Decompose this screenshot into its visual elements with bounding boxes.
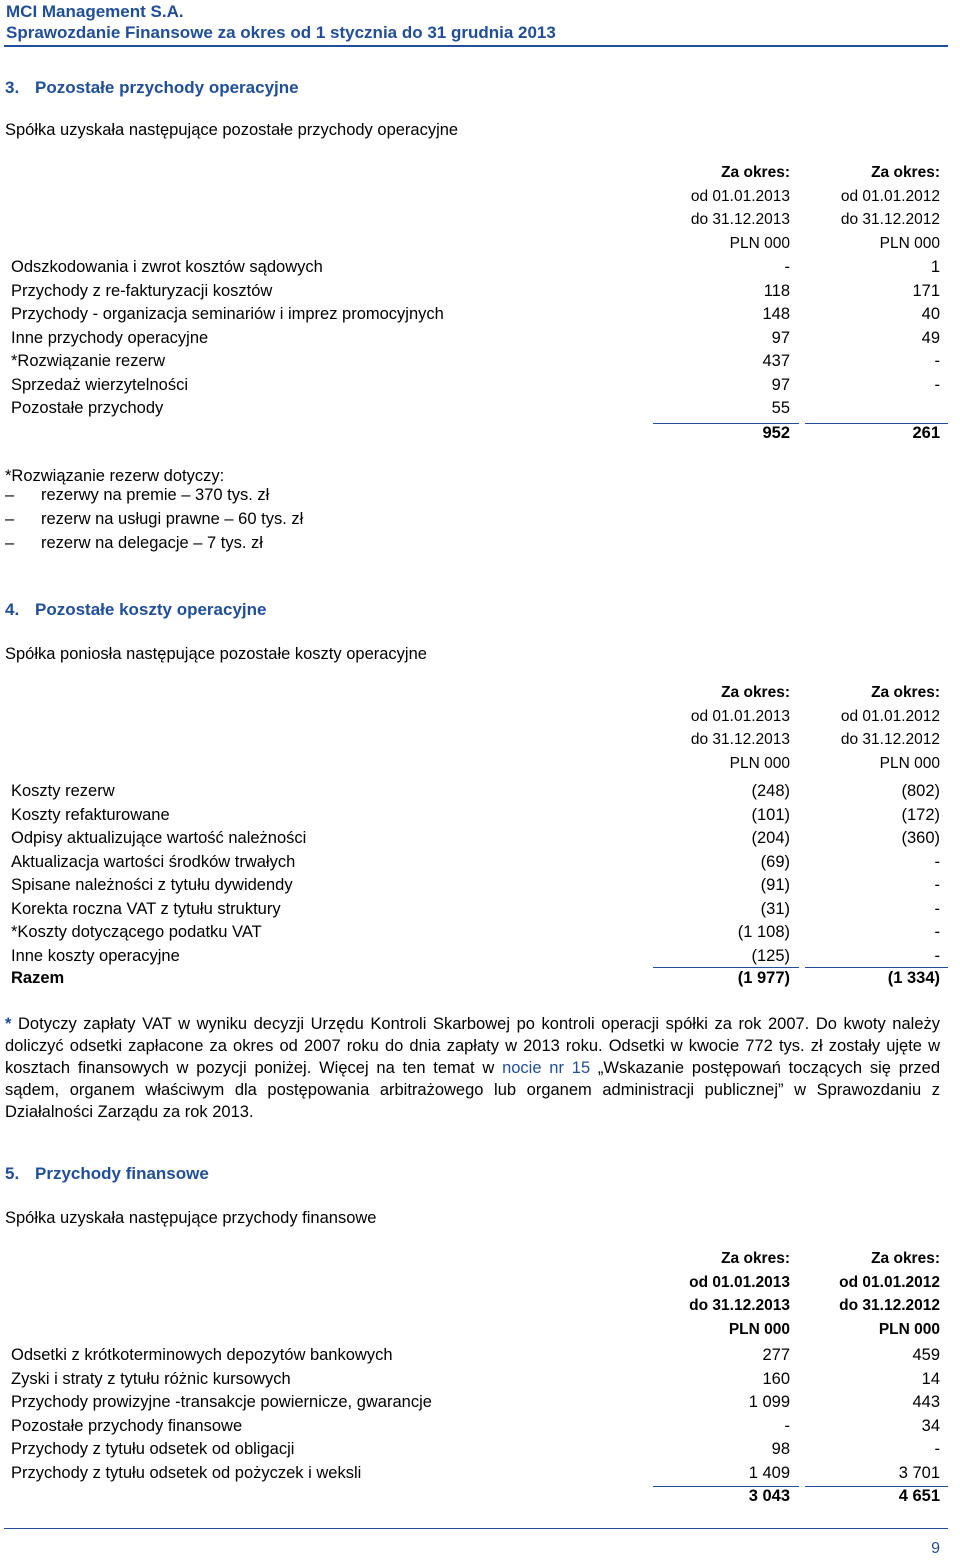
table-row: [0, 900, 960, 922]
note-item-text: rezerw na usługi prawne – 60 tys. zł: [41, 510, 304, 528]
row-label: Inne przychody operacyjne: [11, 328, 209, 347]
row-label: Korekta roczna VAT z tytułu struktury: [11, 899, 281, 918]
col-header-to-2013: do 31.12.2013: [690, 731, 790, 748]
value-2012: -: [934, 876, 940, 894]
section-3-note: [5, 467, 303, 558]
total-2013: 952: [762, 424, 790, 442]
value-2013: 55: [771, 399, 790, 417]
table-header-row: [0, 731, 960, 753]
col-header-from-2013: od 01.01.2013: [690, 708, 790, 725]
value-2013: 118: [763, 281, 790, 300]
footer-divider: [4, 1528, 948, 1529]
table-header-row: [0, 188, 960, 210]
row-label: *Rozwiązanie rezerw: [11, 352, 166, 370]
footnote-text-cont: „Wskazanie postępowań toczących się przed sądem, organem właściwym dla postępowania arbitrażowego lub organem administracji publicznej” w Sprawozdaniu z Działalności Zarządu za rok 2013.: [5, 1059, 940, 1121]
value-2012: -: [934, 852, 940, 871]
row-label: Zyski i straty z tytułu różnic kursowych: [11, 1369, 291, 1388]
section-3-number: 3.: [5, 78, 20, 97]
value-2012: -: [934, 375, 940, 394]
table-header-row: [0, 164, 960, 186]
value-2012: -: [934, 1440, 940, 1458]
value-2012: 49: [921, 328, 940, 347]
total-rule: [653, 967, 799, 968]
value-2013: -: [784, 1416, 790, 1435]
total-2013: 3 043: [748, 1487, 790, 1505]
value-2013: (91): [760, 876, 790, 894]
value-2013: 160: [762, 1369, 790, 1388]
row-label: Koszty refakturowane: [11, 805, 170, 824]
value-2012: 1: [930, 258, 940, 276]
col-header-2013: Za okres:: [721, 1250, 790, 1267]
table-row: [0, 305, 960, 327]
col-header-2013: Za okres:: [721, 164, 790, 181]
dash-bullet: –: [5, 510, 15, 528]
table-row: [0, 806, 960, 828]
table-row: [0, 782, 960, 804]
value-2012: -: [934, 946, 940, 965]
note-15-link[interactable]: nocie nr 15: [502, 1059, 591, 1077]
section-4-total-row: [0, 969, 960, 991]
table-row: [0, 1440, 960, 1462]
col-header-to-2012: do 31.12.2012: [840, 211, 940, 228]
value-2013: 148: [762, 305, 790, 323]
value-2013: (1 108): [737, 923, 790, 941]
note-title: *Rozwiązanie rezerw dotyczy:: [5, 467, 225, 485]
table-header-row: [0, 684, 960, 706]
value-2013: 277: [762, 1346, 790, 1364]
dash-bullet: –: [5, 534, 15, 552]
note-item-text: rezerw na delegacje – 7 tys. zł: [41, 534, 263, 552]
company-name: MCI Management S.A.: [6, 2, 184, 21]
col-header-unit-2013: PLN 000: [729, 235, 790, 252]
col-header-unit-2013: PLN 000: [728, 1321, 790, 1338]
col-header-from-2013: od 01.01.2013: [690, 188, 790, 205]
value-2013: (248): [751, 782, 790, 800]
table-header-row: [0, 1321, 960, 1343]
value-2012: -: [934, 923, 940, 941]
value-2013: (125): [751, 946, 790, 965]
section-4-title: Pozostałe koszty operacyjne: [35, 600, 267, 619]
total-2012: (1 334): [887, 969, 940, 987]
note-item: [5, 486, 303, 510]
value-2012: 14: [921, 1369, 940, 1388]
value-2013: -: [784, 258, 790, 276]
value-2012: 40: [921, 305, 940, 323]
col-header-from-2012: od 01.01.2012: [839, 1274, 940, 1291]
row-label: Sprzedaż wierzytelności: [11, 375, 188, 394]
table-row: [0, 1417, 960, 1439]
section-3-heading: [5, 78, 299, 98]
row-label: Aktualizacja wartości środków trwałych: [11, 852, 296, 871]
table-row: [0, 1464, 960, 1486]
value-2012: 459: [912, 1346, 940, 1364]
value-2012: (802): [901, 782, 940, 800]
header-divider: [4, 45, 948, 47]
row-label: *Koszty dotyczącego podatku VAT: [11, 923, 262, 941]
value-2013: 437: [762, 352, 790, 370]
table-row: [0, 282, 960, 304]
value-2013: 1 409: [748, 1463, 790, 1482]
section-5-title: Przychody finansowe: [35, 1164, 209, 1183]
row-label: Odsetki z krótkoterminowych depozytów bankowych: [11, 1346, 393, 1364]
table-row: [0, 1346, 960, 1368]
value-2012: -: [934, 899, 940, 918]
col-header-2013: Za okres:: [721, 684, 790, 701]
value-2013: 97: [771, 375, 790, 394]
section-5-total-row: [0, 1487, 960, 1509]
value-2013: (69): [760, 852, 790, 871]
table-row: [0, 829, 960, 851]
row-label: Koszty rezerw: [11, 782, 115, 800]
value-2013: 98: [771, 1440, 790, 1458]
value-2012: 443: [912, 1393, 940, 1411]
footnote-text: Dotyczy zapłaty VAT w wyniku decyzji Urzędu Kontroli Skarbowej po kontroli operacji spółki za rok 2007. Do kwoty należy doliczyć odsetki zapłacone za okres od 2007 roku do dnia zapłaty w 2013 roku. Odsetki w kwocie 772 tys. zł zostały ujęte w kosztach finansowych w pozycji poniżej. Więcej na ten temat w: [5, 1015, 940, 1077]
value-2012: (360): [901, 829, 940, 847]
table-header-row: [0, 235, 960, 257]
value-2012: 34: [921, 1416, 940, 1435]
dash-bullet: –: [5, 486, 15, 504]
section-5-number: 5.: [5, 1164, 20, 1183]
section-4-intro: Spółka poniosła następujące pozostałe koszty operacyjne: [5, 645, 427, 663]
section-4-heading: [5, 600, 266, 620]
col-header-to-2012: do 31.12.2012: [840, 731, 940, 748]
note-item-text: rezerwy na premie – 370 tys. zł: [41, 486, 270, 504]
table-row: [0, 329, 960, 351]
table-row: [0, 1370, 960, 1392]
total-rule: [805, 967, 948, 968]
footnote-star: *: [5, 1015, 12, 1033]
total-2013: (1 977): [737, 969, 790, 987]
row-label: Przychody z tytułu odsetek od obligacji: [11, 1440, 295, 1458]
value-2012: 171: [912, 281, 940, 300]
note-item: [5, 510, 303, 534]
note-list: [5, 486, 303, 558]
col-header-to-2013: do 31.12.2013: [690, 211, 790, 228]
row-label: Inne koszty operacyjne: [11, 946, 180, 965]
value-2012: (172): [901, 805, 940, 824]
table-row: [0, 853, 960, 875]
note-item: [5, 534, 303, 558]
section-4-footnote: [5, 1013, 940, 1123]
table-row: [0, 947, 960, 969]
table-row: [0, 258, 960, 280]
col-header-unit-2012: PLN 000: [878, 1321, 940, 1338]
row-label: Spisane należności z tytułu dywidendy: [11, 876, 293, 894]
table-header-row: [0, 708, 960, 730]
section-3-intro: Spółka uzyskała następujące pozostałe przychody operacyjne: [5, 121, 459, 139]
section-5-heading: [5, 1164, 209, 1184]
value-2013: 1 099: [748, 1393, 790, 1411]
col-header-2012: Za okres:: [871, 164, 940, 181]
value-2012: -: [934, 352, 940, 370]
row-label: Przychody - organizacja seminariów i imprez promocyjnych: [11, 305, 444, 323]
row-label: Pozostałe przychody finansowe: [11, 1416, 243, 1435]
section-5-intro: Spółka uzyskała następujące przychody finansowe: [5, 1209, 377, 1227]
table-header-row: [0, 1274, 960, 1296]
total-2012: 261: [912, 424, 940, 442]
table-row: [0, 352, 960, 374]
section-3-title: Pozostałe przychody operacyjne: [35, 78, 299, 97]
value-2013: (101): [751, 805, 790, 824]
table-header-row: [0, 211, 960, 233]
row-label: Pozostałe przychody: [11, 399, 164, 417]
total-2012: 4 651: [898, 1487, 940, 1505]
table-header-row: [0, 1297, 960, 1319]
col-header-from-2013: od 01.01.2013: [689, 1274, 790, 1291]
table-header-row: [0, 1250, 960, 1272]
col-header-to-2013: do 31.12.2013: [689, 1297, 790, 1314]
row-label: Przychody z tytułu odsetek od pożyczek i weksli: [11, 1463, 362, 1482]
section-3-total-row: [0, 424, 960, 446]
value-2013: 97: [771, 328, 790, 347]
table-header-row: [0, 755, 960, 777]
col-header-unit-2012: PLN 000: [879, 755, 940, 772]
col-header-to-2012: do 31.12.2012: [839, 1297, 940, 1314]
value-2013: (31): [760, 899, 790, 918]
report-title: Sprawozdanie Finansowe za okres od 1 stycznia do 31 grudnia 2013: [6, 23, 556, 42]
col-header-unit-2012: PLN 000: [879, 235, 940, 252]
table-row: [0, 376, 960, 398]
total-label: Razem: [11, 969, 65, 987]
row-label: Odszkodowania i zwrot kosztów sądowych: [11, 258, 323, 276]
row-label: Przychody z re-fakturyzacji kosztów: [11, 281, 273, 300]
row-label: Przychody prowizyjne -transakcje powiernicze, gwarancje: [11, 1393, 432, 1411]
table-row: [0, 1393, 960, 1415]
col-header-from-2012: od 01.01.2012: [840, 708, 940, 725]
col-header-2012: Za okres:: [871, 684, 940, 701]
table-row: [0, 399, 960, 421]
table-row: [0, 876, 960, 898]
col-header-2012: Za okres:: [871, 1250, 940, 1267]
page-number: 9: [931, 1540, 940, 1557]
col-header-unit-2013: PLN 000: [729, 755, 790, 772]
value-2012: 3 701: [898, 1463, 940, 1482]
row-label: Odpisy aktualizujące wartość należności: [11, 829, 307, 847]
table-row: [0, 923, 960, 945]
col-header-from-2012: od 01.01.2012: [840, 188, 940, 205]
section-4-number: 4.: [5, 600, 20, 619]
value-2013: (204): [751, 829, 790, 847]
